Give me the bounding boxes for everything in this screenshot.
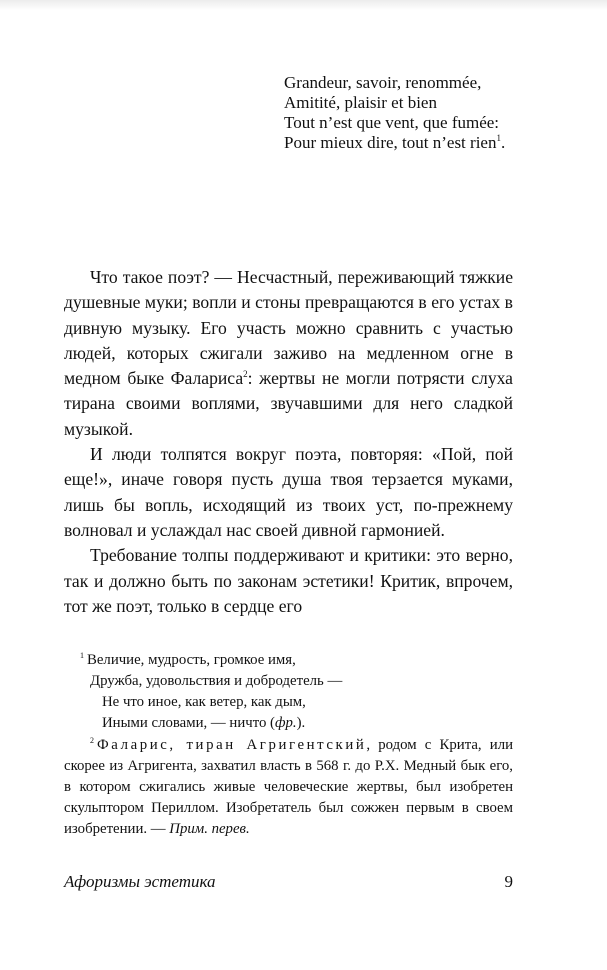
paragraph: Требование толпы поддерживают и критики: это верно, так и должно быть по законам эстетики! Критик, впрочем, тот же поэт, только в сердце его	[64, 545, 513, 616]
page-top-edge	[0, 0, 607, 10]
paragraph-text: : жертвы не могли потрясти слуха тирана своими воплями, звучавшими для него сладкой музыкой.	[64, 368, 513, 439]
main-text	[64, 265, 513, 619]
footnote-line: Не что иное, как ветер, как дым,	[102, 694, 306, 710]
page-number: 9	[504, 872, 513, 891]
epigraph-line-text: Pour mieux dire, tout n’est rien	[284, 133, 497, 152]
language-abbrev: фр.	[275, 715, 297, 731]
footnote-ref-1[interactable]: 1	[496, 133, 501, 143]
epigraph-line: Amitité, plaisir et bien	[284, 93, 437, 112]
footnote-line: Дружба, удовольствия и добродетель —	[90, 673, 343, 689]
footnote-line-end: ).	[296, 715, 306, 731]
footnote-spaced-name: Фаларис, тиран Агригентский	[97, 737, 367, 753]
footnote-2	[64, 735, 513, 840]
paragraph	[64, 265, 513, 442]
translator-note: Прим. перев.	[169, 821, 250, 837]
footnote-1	[80, 650, 513, 734]
epigraph-line: Pour mieux dire, tout n’est rien$^1$.	[284, 133, 506, 152]
footnote-text: , родом с Крита, или скорее из Агригента, захватил власть в 568 г. до Р.Х. Медный бык его, в котором сжигались живые человеческие жертвы, был изобретен скульптором Периллом. Изобретатель был сожжен первым в своем изобретении. —	[64, 737, 513, 837]
footnotes	[64, 650, 513, 840]
epigraph-line: Grandeur, savoir, renommée,	[284, 73, 482, 92]
footnote-line: Иными словами, — ничто (	[102, 715, 275, 731]
epigraph-line: Tout n’est que vent, que fumée:	[284, 113, 500, 132]
paragraph-text: Что такое поэт? — Несчастный, переживающий тяжкие душевные муки; вопли и стоны превращаются в его устах в дивную музыку. Его участь можно сравнить с участью людей, которых сжигали заживо на медленном огне в медном быке Фалариса	[64, 267, 513, 389]
paragraph: И люди толпятся вокруг поэта, повторяя: «Пой, пой еще!», иначе говоря пусть душа твоя терзается муками, лишь бы вопль, исходящий из твоих уст, по-прежнему волновал и услаждал нас своей дивной гармонией.	[64, 444, 513, 540]
footnote-line: Величие, мудрость, громкое имя,	[87, 652, 296, 668]
footnote-ref-2[interactable]: 2	[243, 369, 248, 380]
running-title: Афоризмы эстетика	[64, 872, 216, 891]
footnote-marker: 2	[90, 736, 94, 745]
page-footer	[64, 872, 513, 896]
footnote-marker: 1	[80, 651, 84, 660]
epigraph	[284, 73, 584, 153]
